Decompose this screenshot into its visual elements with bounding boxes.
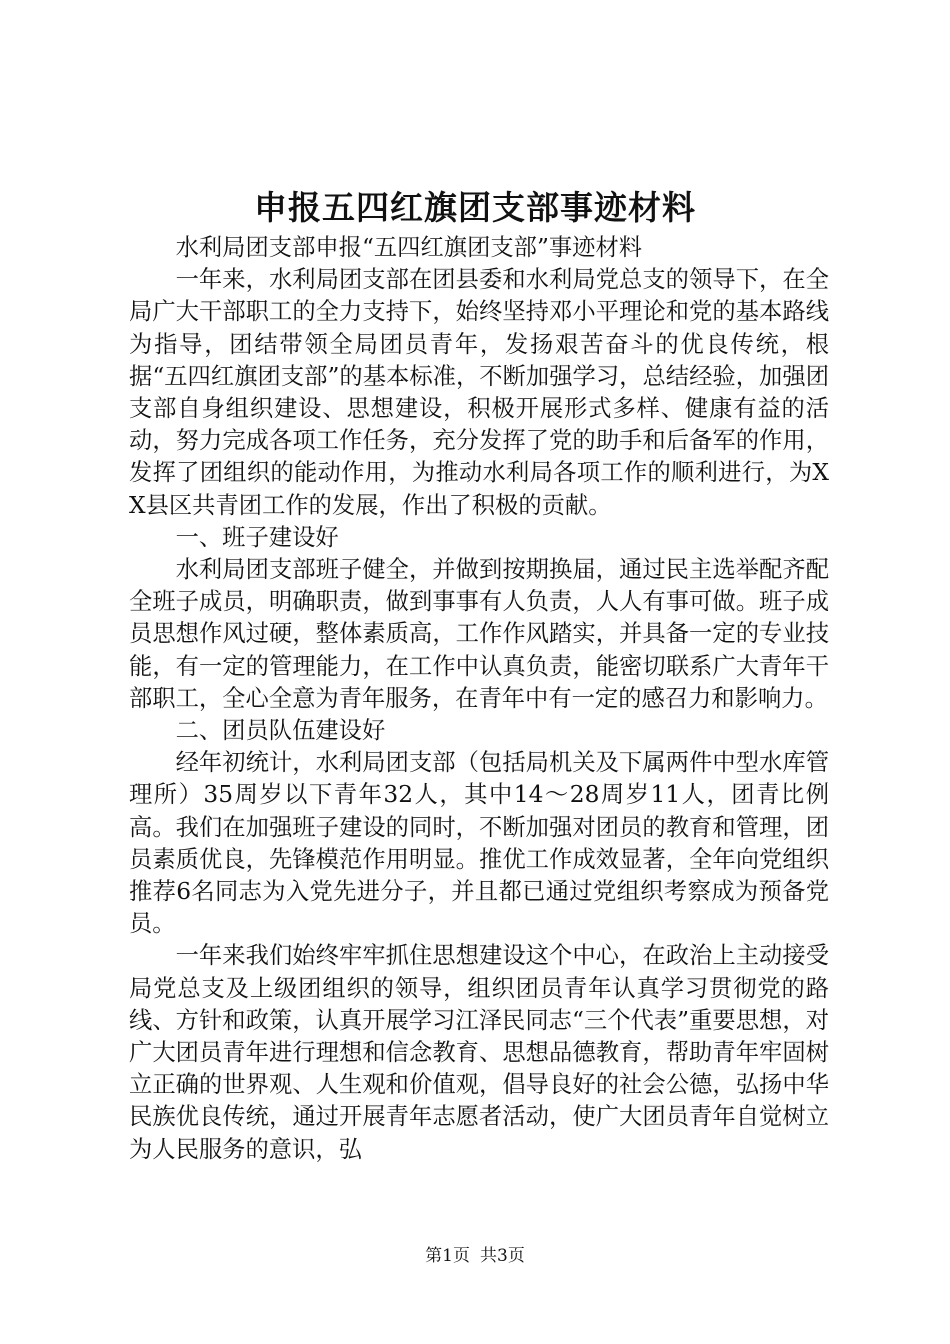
paragraph-section-1: 水利局团支部班子健全，并做到按期换届，通过民主选举配齐配全班子成员，明确职责，做到事事有人负责，人人有事可做。班子成员思想作风过硬，整体素质高，工作作风踏实，并具备一定的专业技能，有一定的管理能力，在工作中认真负责，能密切联系广大青年干部职工，全心全意为青年服务，在青年中有一定的感召力和影响力。 bbox=[129, 556, 829, 712]
page-number: 第1页 bbox=[425, 1246, 470, 1266]
paragraph-intro: 一年来，水利局团支部在团县委和水利局党总支的领导下，在全局广大干部职工的全力支持下，始终坚持邓小平理论和党的基本路线为指导，团结带领全局团员青年，发扬艰苦奋斗的优良传统，根据“五四红旗团支部”的基本标准，不断加强学习，总结经验，加强团支部自身组织建设、思想建设，积极开展形式多样、健康有益的活动，努力完成各项工作任务，充分发挥了党的助手和后备军的作用，发挥了团组织的能动作用，为推动水利局各项工作的顺利进行，为XX县区共青团工作的发展，作出了积极的贡献。 bbox=[129, 266, 829, 519]
section-heading-2: 二、团员队伍建设好 bbox=[175, 717, 386, 745]
paragraph-section-2: 经年初统计，水利局团支部（包括局机关及下属两件中型水库管理所）35周岁以下青年32人，其中14～28周岁11人，团青比例高。我们在加强班子建设的同时，不断加强对团员的教育和管理，团员素质优良，先锋模范作用明显。推优工作成效显著，全年向党组织推荐6名同志为入党先进分子，并且都已通过党组织考察成为预备党员。 bbox=[129, 749, 829, 938]
paragraph-section-3: 一年来我们始终牢牢抓住思想建设这个中心，在政治上主动接受局党总支及上级团组织的领导，组织团员青年认真学习贯彻党的路线、方针和政策，认真开展学习江泽民同志“三个代表”重要思想，对广大团员青年进行理想和信念教育、思想品德教育，帮助青年牢固树立正确的世界观、人生观和价值观，倡导良好的社会公德，弘扬中华民族优良传统，通过开展青年志愿者活动，使广大团员青年自觉树立为人民服务的意识，弘 bbox=[129, 942, 829, 1163]
page-title: 申报五四红旗团支部事迹材料 bbox=[254, 188, 696, 227]
page-footer bbox=[0, 1244, 950, 1268]
section-heading-1: 一、班子建设好 bbox=[175, 523, 339, 551]
document-subtitle: 水利局团支部申报“五四红旗团支部”事迹材料 bbox=[175, 234, 643, 261]
document-body bbox=[129, 232, 829, 1166]
page-total: 共3页 bbox=[480, 1246, 525, 1266]
